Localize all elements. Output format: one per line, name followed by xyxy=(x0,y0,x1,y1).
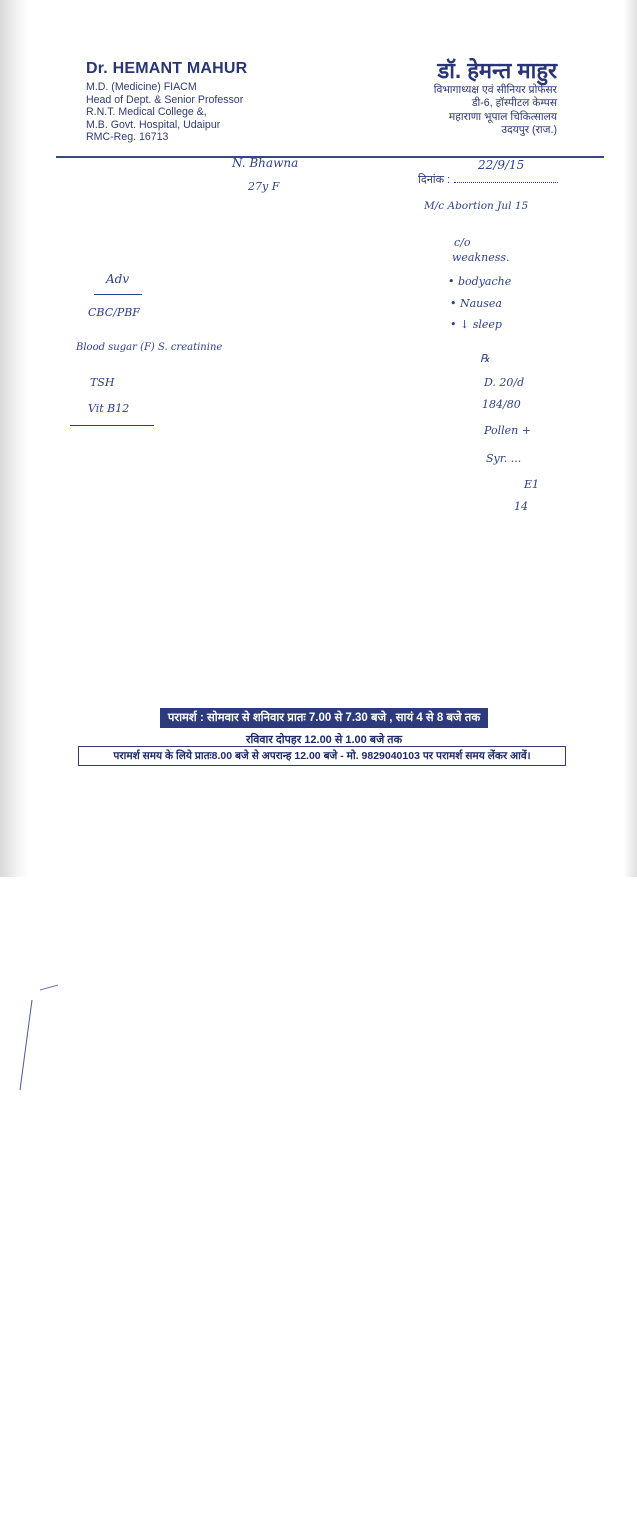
credential-position: Head of Dept. & Senior Professor xyxy=(86,93,244,106)
handwritten-patient-age: 27y F xyxy=(248,180,280,193)
handwritten-investigation: TSH xyxy=(90,376,115,389)
handwritten-treatment: D. 20/d xyxy=(484,376,525,389)
credential-degree: M.D. (Medicine) FIACM xyxy=(86,81,197,93)
handwritten-rx-symbol: ℞ xyxy=(480,352,490,365)
handwritten-treatment: 14 xyxy=(514,500,528,513)
handwritten-advice-header: Adv xyxy=(106,272,130,286)
letterhead-english xyxy=(86,60,247,144)
date-label: दिनांक : xyxy=(418,174,451,186)
handwritten-investigation: Blood sugar (F) S. creatinine xyxy=(76,342,223,353)
date-dotted-line xyxy=(454,173,558,183)
investigations-underline xyxy=(70,425,154,426)
handwritten-patient-name: N. Bhawna xyxy=(232,156,299,170)
handwritten-investigation: Vit B12 xyxy=(88,402,130,415)
letterhead-hindi xyxy=(434,58,557,137)
appointment-phone-box: परामर्श समय के लिये प्रातः8.00 बजे से अपरान्ह 12.00 बजे - मो. 9829040103 पर परामर्श समय लेंकर आवें। xyxy=(78,746,566,766)
handwritten-treatment: E1 xyxy=(524,478,540,491)
handwritten-treatment: Syr. ... xyxy=(486,452,522,465)
credential-hospital: M.B. Govt. Hospital, Udaipur xyxy=(86,118,221,131)
scan-shadow-right xyxy=(623,0,637,877)
credential-hindi-address: डी-6, हॉस्पीटल केम्पस xyxy=(471,97,557,110)
handwritten-complaint: • bodyache xyxy=(448,275,512,288)
handwritten-history: M/c Abortion Jul 15 xyxy=(424,200,529,212)
advice-underline xyxy=(94,294,142,295)
scan-margin-mark xyxy=(0,640,60,1517)
handwritten-date: 22/9/15 xyxy=(478,158,525,172)
doctor-name: Dr. HEMANT MAHUR xyxy=(86,60,248,77)
credential-hindi-hospital: महाराणा भूपाल चिकित्सालय xyxy=(448,110,557,123)
consultation-hours-banner: परामर्श : सोमवार से शनिवार प्रातः 7.00 से 7.30 बजे , सायं 4 से 8 बजे तक xyxy=(160,708,488,728)
handwritten-treatment: 184/80 xyxy=(482,398,521,411)
doctor-name-hindi: डॉ. हेमन्त माहुर xyxy=(437,58,557,83)
handwritten-complaint: c/o xyxy=(454,236,471,249)
handwritten-treatment: Pollen + xyxy=(484,424,531,437)
handwritten-investigation: CBC/PBF xyxy=(88,306,140,319)
credential-hindi-position: विभागाध्यक्ष एवं सीनियर प्रोफेसर xyxy=(433,84,557,96)
sunday-hours: रविवार दोपहर 12.00 से 1.00 बजे तक xyxy=(245,734,403,746)
credential-registration: RMC-Reg. 16713 xyxy=(86,131,169,144)
handwritten-complaint: weakness. xyxy=(452,251,510,264)
credential-college: R.N.T. Medical College &, xyxy=(86,106,207,119)
credential-hindi-city: उदयपुर (राज.) xyxy=(501,123,557,136)
handwritten-complaint: • Nausea xyxy=(450,297,502,310)
handwritten-complaint: • ↓ sleep xyxy=(450,318,502,331)
